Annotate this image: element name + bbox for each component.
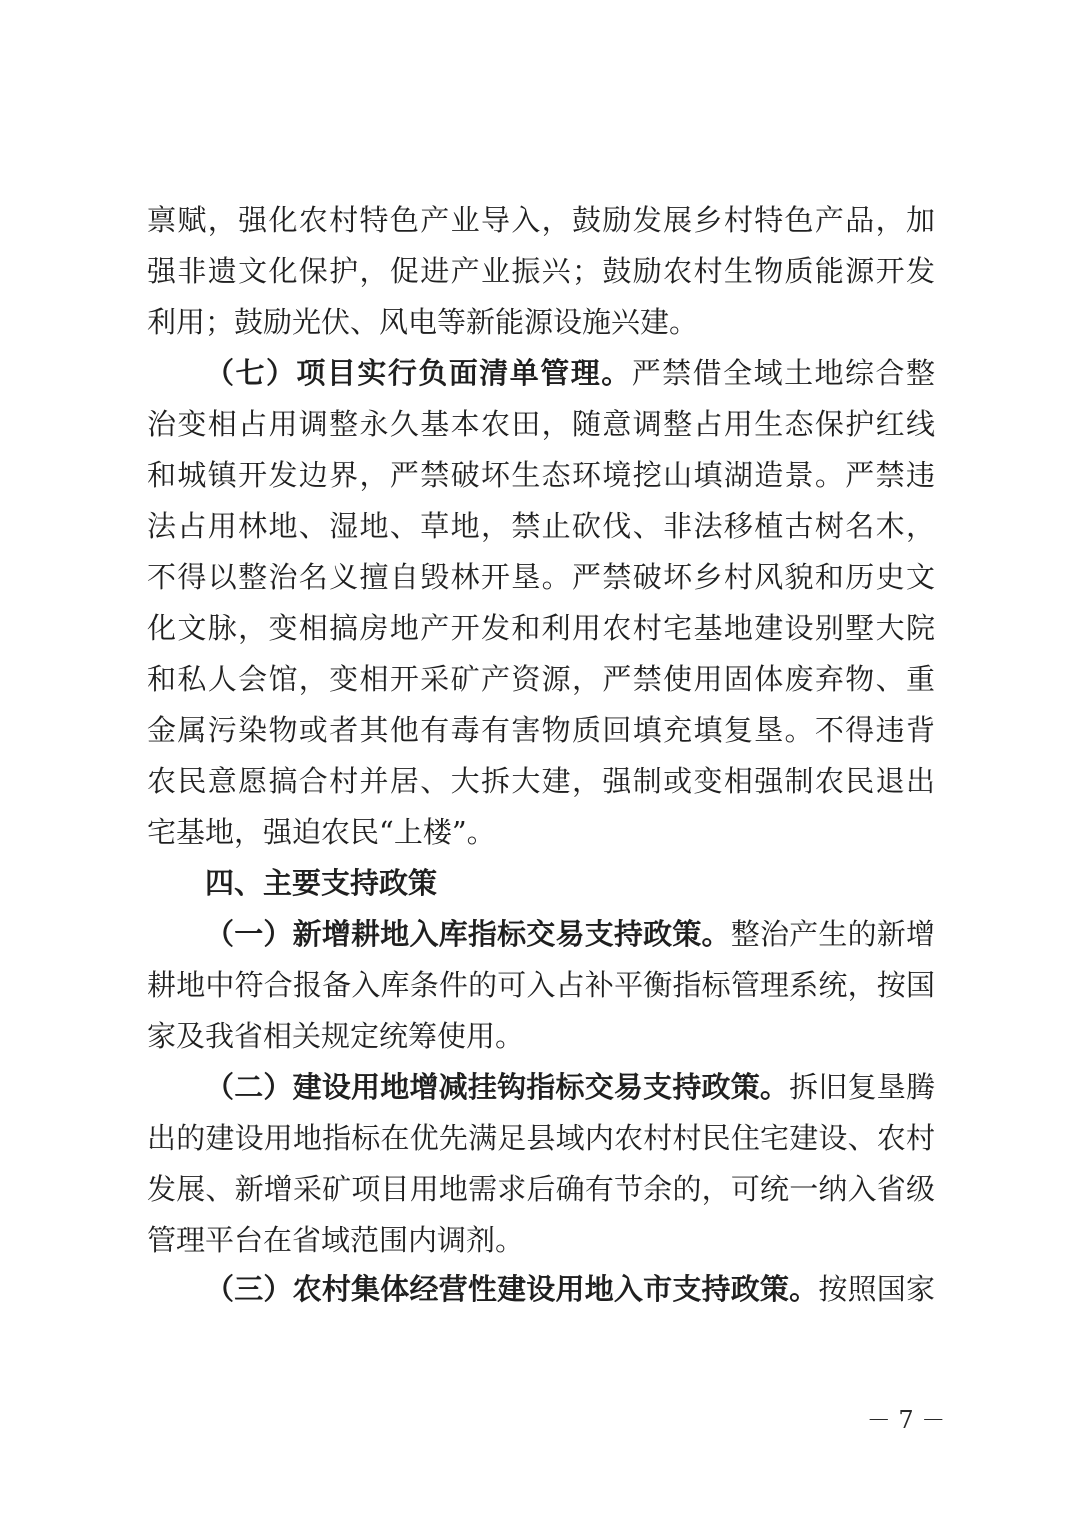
paragraph-lead: （二）建设用地增减挂钩指标交易支持政策。: [205, 1070, 790, 1104]
paragraph-lead: （一）新增耕地入库指标交易支持政策。: [205, 917, 731, 951]
text-line: 法占用林地、湿地、草地，禁止砍伐、非法移植古树名木，: [147, 509, 935, 543]
text-line: 利用；鼓励光伏、风电等新能源设施兴建。: [147, 305, 699, 339]
text-line: 和城镇开发边界，严禁破坏生态环境挖山填湖造景。严禁违: [147, 458, 935, 492]
text-line: 发展、新增采矿项目用地需求后确有节余的，可统一纳入省级: [147, 1172, 935, 1206]
paragraph-continuation: [147, 195, 935, 348]
text-line: 禀赋，强化农村特色产业导入，鼓励发展乡村特色产品，加: [147, 203, 935, 237]
paragraph-lead: （七）项目实行负面清单管理。: [205, 356, 632, 390]
text-line-rest: 整治产生的新增: [730, 917, 935, 951]
text-line: 家及我省相关规定统筹使用。: [147, 1019, 525, 1053]
section-heading: 四、主要支持政策: [205, 866, 438, 900]
text-line: 金属污染物或者其他有毒有害物质回填充填复垦。不得违背: [147, 713, 935, 747]
text-line: 治变相占用调整永久基本农田，随意调整占用生态保护红线: [147, 407, 935, 441]
text-line: 管理平台在省域范围内调剂。: [147, 1223, 525, 1257]
text-line-rest: 严禁借全域土地综合整: [631, 356, 935, 390]
paragraph-lead: （三）农村集体经营性建设用地入市支持政策。: [205, 1272, 819, 1306]
text-line: [147, 348, 935, 399]
text-line: 和私人会馆，变相开采矿产资源，严禁使用固体废弃物、重: [147, 662, 935, 696]
text-line-rest: 按照国家: [818, 1272, 935, 1306]
section-heading-block: [147, 858, 935, 909]
text-line: 耕地中符合报备入库条件的可入占补平衡指标管理系统，按国: [147, 968, 935, 1002]
text-line: 出的建设用地指标在优先满足县域内农村村民住宅建设、农村: [147, 1121, 935, 1155]
paragraph-collective-land: [147, 1264, 935, 1315]
text-line: 强非遗文化保护，促进产业振兴；鼓励农村生物质能源开发: [147, 254, 935, 288]
text-line: [147, 909, 935, 960]
text-line: [147, 1062, 935, 1113]
text-line-rest: 拆旧复垦腾: [789, 1070, 935, 1104]
text-line: [147, 1264, 935, 1315]
paragraph-farmland-index: [147, 909, 935, 1062]
paragraph-negative-list: [147, 348, 935, 858]
page-number: － 7 －: [866, 1406, 946, 1434]
text-line: 宅基地，强迫农民“上楼”。: [147, 815, 496, 849]
text-line: 不得以整治名义擅自毁林开垦。严禁破坏乡村风貌和历史文: [147, 560, 935, 594]
text-line: 农民意愿搞合村并居、大拆大建，强制或变相强制农民退出: [147, 764, 935, 798]
paragraph-construction-land: [147, 1062, 935, 1266]
text-line: 化文脉，变相搞房地产开发和利用农村宅基地建设别墅大院: [147, 611, 935, 645]
